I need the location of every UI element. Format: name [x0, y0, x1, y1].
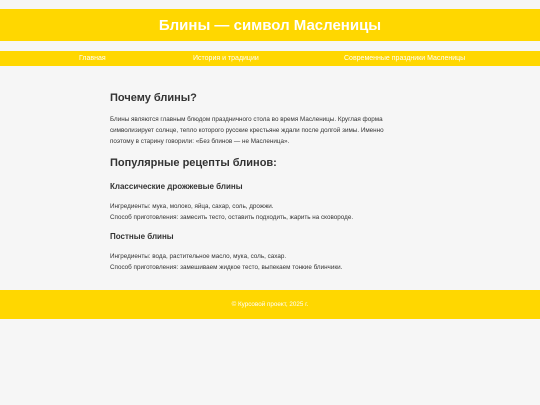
why-line: символизирует солнце, тепло которого русские крестьяне ждали после долгой зимы. Именно — [110, 127, 384, 134]
page-title: Блины — символ Масленицы — [158, 16, 382, 34]
why-heading: Почему блины? — [110, 92, 197, 104]
why-line: Блины являются главным блюдом праздничного стола во время Масленицы. Круглая форма — [110, 116, 383, 123]
nav-link-modern-holidays[interactable]: Современные праздники Масленицы — [344, 55, 466, 62]
why-line: поэтому в старину говорили: «Без блинов — не Масленица». — [110, 138, 290, 145]
recipe-title: Постные блины — [110, 232, 174, 241]
nav-link-history[interactable]: История и традиции — [193, 55, 259, 62]
recipe-ingredients: Ингредиенты: мука, молоко, яйца, сахар, соль, дрожжи. — [110, 203, 274, 210]
site-header — [0, 9, 540, 41]
recipe-method: Способ приготовления: замесить тесто, оставить подходить, жарить на сковороде. — [110, 214, 354, 221]
nav-link-home[interactable]: Главная — [79, 55, 106, 62]
recipe-classic — [110, 182, 420, 223]
recipe-title: Классические дрожжевые блины — [110, 182, 243, 191]
main-nav — [0, 51, 540, 66]
recipe-lenten — [110, 232, 420, 273]
site-footer — [0, 290, 540, 319]
footer-copyright: © Курсовой проект, 2025 г. — [231, 301, 309, 308]
recipes-heading: Популярные рецепты блинов: — [110, 157, 277, 169]
recipe-method: Способ приготовления: замешиваем жидкое тесто, выпекаем тонкие блинчики. — [110, 264, 343, 271]
recipe-ingredients: Ингредиенты: вода, растительное масло, мука, соль, сахар. — [110, 253, 287, 260]
why-paragraph — [110, 114, 420, 147]
